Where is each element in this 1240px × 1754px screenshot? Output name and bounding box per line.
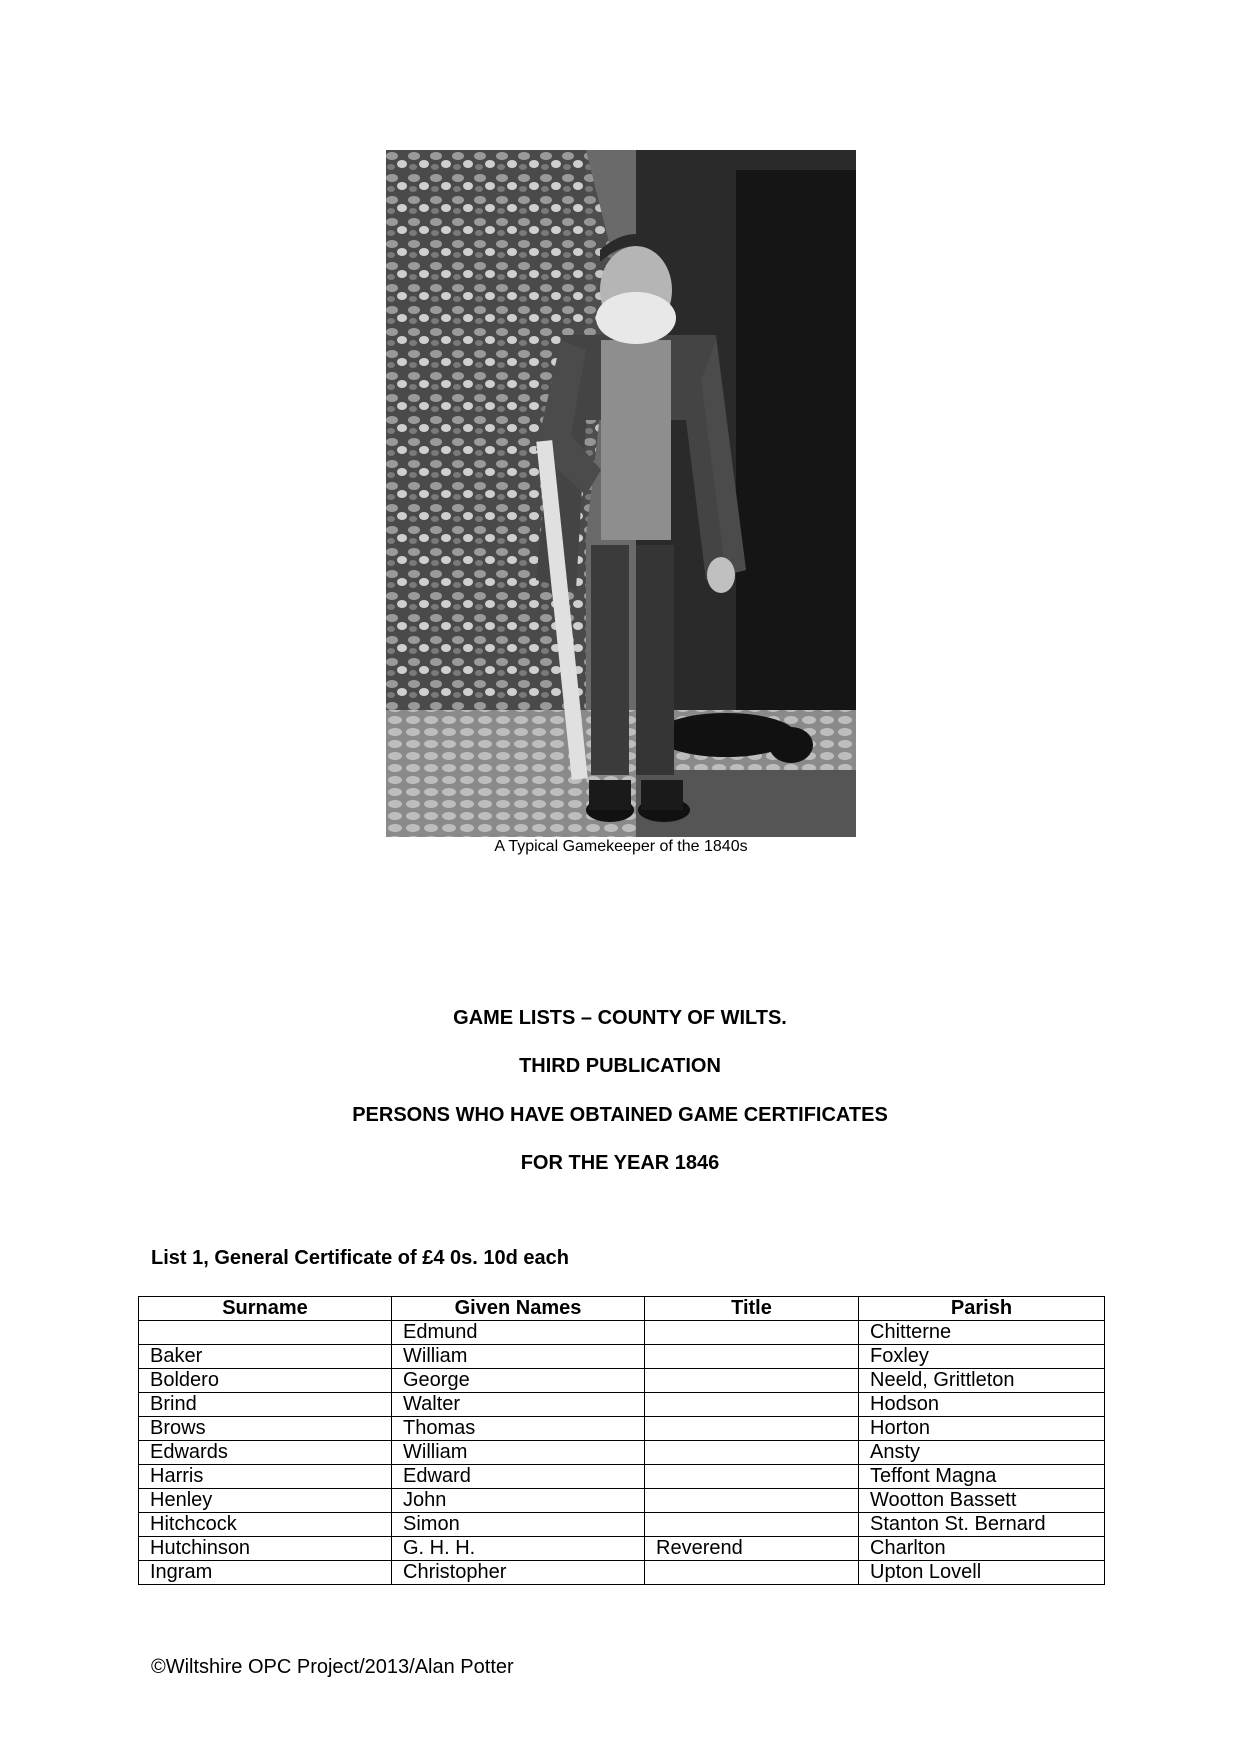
column-header-parish: Parish [859, 1297, 1105, 1321]
cell-title [645, 1513, 859, 1537]
cell-surname [139, 1321, 392, 1345]
cell-surname: Edwards [139, 1441, 392, 1465]
cell-parish: Upton Lovell [859, 1561, 1105, 1585]
cell-surname: Hitchcock [139, 1513, 392, 1537]
cell-surname: Harris [139, 1465, 392, 1489]
table-row [139, 1441, 1105, 1465]
list-title: List 1, General Certificate of £4 0s. 10d each [151, 1247, 569, 1269]
cell-title [645, 1441, 859, 1465]
cell-title: Reverend [645, 1537, 859, 1561]
cell-parish: Hodson [859, 1393, 1105, 1417]
cell-title [645, 1465, 859, 1489]
cell-title [645, 1417, 859, 1441]
cell-surname: Ingram [139, 1561, 392, 1585]
cell-given-names: Christopher [392, 1561, 645, 1585]
table-row [139, 1345, 1105, 1369]
cell-parish: Stanton St. Bernard [859, 1513, 1105, 1537]
cell-title [645, 1489, 859, 1513]
certificates-table [138, 1296, 1105, 1585]
cell-title [645, 1321, 859, 1345]
table-header-row [139, 1297, 1105, 1321]
heading-publication: THIRD PUBLICATION [519, 1055, 721, 1077]
cell-surname: Hutchinson [139, 1537, 392, 1561]
photo-caption: A Typical Gamekeeper of the 1840s [494, 838, 748, 855]
table-row [139, 1561, 1105, 1585]
table-row [139, 1513, 1105, 1537]
table-row [139, 1465, 1105, 1489]
cell-parish: Horton [859, 1417, 1105, 1441]
cell-surname: Brows [139, 1417, 392, 1441]
cell-given-names: William [392, 1345, 645, 1369]
cell-given-names: William [392, 1441, 645, 1465]
cell-given-names: Edmund [392, 1321, 645, 1345]
cell-parish: Foxley [859, 1345, 1105, 1369]
cell-surname: Henley [139, 1489, 392, 1513]
cell-title [645, 1561, 859, 1585]
cell-parish: Neeld, Grittleton [859, 1369, 1105, 1393]
copyright-footer: ©Wiltshire OPC Project/2013/Alan Potter [151, 1656, 514, 1678]
cell-title [645, 1369, 859, 1393]
cell-title [645, 1345, 859, 1369]
table-row [139, 1393, 1105, 1417]
column-header-title: Title [645, 1297, 859, 1321]
column-header-given-names: Given Names [392, 1297, 645, 1321]
cell-title [645, 1393, 859, 1417]
cell-given-names: George [392, 1369, 645, 1393]
cell-parish: Ansty [859, 1441, 1105, 1465]
heading-subject: PERSONS WHO HAVE OBTAINED GAME CERTIFICATES [352, 1104, 888, 1126]
cell-surname: Boldero [139, 1369, 392, 1393]
cell-given-names: Simon [392, 1513, 645, 1537]
cell-parish: Wootton Bassett [859, 1489, 1105, 1513]
cell-given-names: Edward [392, 1465, 645, 1489]
gamekeeper-photo-illustration [386, 150, 856, 837]
cell-surname: Brind [139, 1393, 392, 1417]
heading-year: FOR THE YEAR 1846 [520, 1152, 720, 1174]
cell-parish: Chitterne [859, 1321, 1105, 1345]
table-row [139, 1369, 1105, 1393]
table-row [139, 1537, 1105, 1561]
cell-parish: Charlton [859, 1537, 1105, 1561]
cell-given-names: John [392, 1489, 645, 1513]
gamekeeper-photo [386, 150, 856, 837]
table-row [139, 1489, 1105, 1513]
table-row [139, 1321, 1105, 1345]
heading-title: GAME LISTS – COUNTY OF WILTS. [453, 1007, 787, 1029]
column-header-surname: Surname [139, 1297, 392, 1321]
table-row [139, 1417, 1105, 1441]
cell-given-names: G. H. H. [392, 1537, 645, 1561]
cell-surname: Baker [139, 1345, 392, 1369]
cell-given-names: Walter [392, 1393, 645, 1417]
cell-given-names: Thomas [392, 1417, 645, 1441]
cell-parish: Teffont Magna [859, 1465, 1105, 1489]
